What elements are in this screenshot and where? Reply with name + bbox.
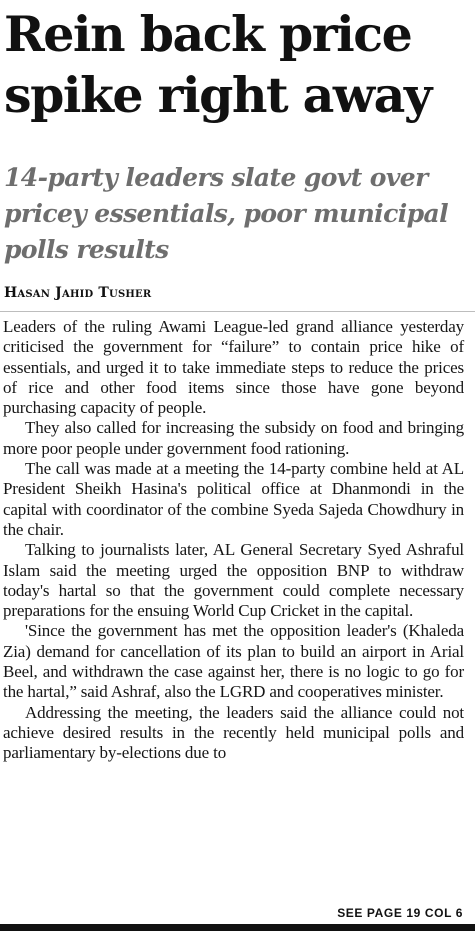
article-body: [3, 317, 464, 764]
paragraph-4: Talking to journalists later, AL General Secretary Syed Ashraful Islam said the meeting urged the opposition BNP to withdraw today's hartal so that the government could complete necessary preparations for the ensuing World Cup Cricket in the capital.: [3, 540, 464, 621]
paragraph-5: 'Since the government has met the opposition leader's (Khaleda Zia) demand for cancellation of its plan to build an airport in Arial Beel, and withdrawn the case against her, there is no logic to go for the hartal,” said Ashraf, also the LGRD and cooperatives minister.: [3, 621, 464, 702]
divider-rule: [0, 311, 475, 312]
byline: Hasan Jahid Tusher: [4, 285, 152, 301]
headline: Rein back price spike right away: [4, 5, 431, 124]
paragraph-1: Leaders of the ruling Awami League-led grand alliance yesterday criticised the government for “failure” to contain price hike of essentials, and urged it to take immediate steps to reduce the prices of rice and other food items since those have gone beyond purchasing capacity of people.: [3, 317, 464, 418]
continuation-note: SEE PAGE 19 COL 6: [337, 906, 463, 920]
paragraph-3: The call was made at a meeting the 14-party combine held at AL President Sheikh Hasina's political office at Dhanmondi in the capital with coordinator of the combine Syeda Sajeda Chowdhury in the chair.: [3, 459, 464, 539]
bottom-rule: [0, 924, 475, 931]
paragraph-2: They also called for increasing the subsidy on food and bringing more poor people under government food rationing.: [3, 418, 464, 458]
subheadline: 14-party leaders slate govt over pricey essentials, poor municipal polls results: [4, 163, 448, 264]
paragraph-6: Addressing the meeting, the leaders said the alliance could not achieve desired results in the recently held municipal polls and parliamentary by-elections due to: [3, 702, 464, 763]
